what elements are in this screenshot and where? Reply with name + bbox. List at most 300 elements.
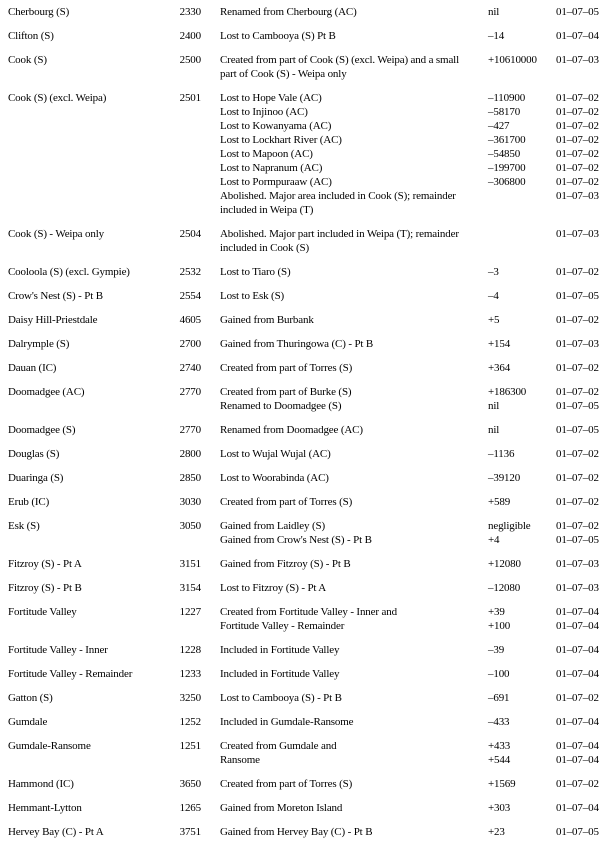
row-header bbox=[8, 691, 201, 705]
area-code: 2740 bbox=[179, 362, 201, 374]
area-name: Cook (S) (excl. Weipa) bbox=[8, 92, 107, 104]
row-header bbox=[8, 605, 201, 619]
area-changes-table bbox=[8, 5, 608, 839]
change-description: Lost to Hope Vale (AC) bbox=[220, 92, 322, 104]
table-row bbox=[8, 691, 608, 705]
effective-date: 01–07–02 bbox=[556, 778, 599, 790]
effective-date: 01–07–02 bbox=[556, 692, 599, 704]
change-description: Ransome bbox=[220, 754, 260, 766]
change-lines bbox=[201, 53, 608, 81]
area-change-value: +589 bbox=[488, 496, 511, 508]
effective-date: 01–07–02 bbox=[556, 496, 599, 508]
row-header bbox=[8, 5, 201, 19]
table-row bbox=[8, 265, 608, 279]
change-lines bbox=[201, 471, 608, 485]
change-line bbox=[201, 753, 608, 767]
area-change-value: +100 bbox=[488, 620, 511, 632]
change-line bbox=[201, 557, 608, 571]
effective-date: 01–07–02 bbox=[556, 314, 599, 326]
area-name: Crow's Nest (S) - Pt B bbox=[8, 290, 103, 302]
area-change-value: –1136 bbox=[488, 448, 515, 460]
area-name: Hammond (IC) bbox=[8, 778, 74, 790]
change-description: Lost to Cambooya (S) - Pt B bbox=[220, 692, 342, 704]
area-name: Fortitude Valley - Remainder bbox=[8, 668, 133, 680]
change-lines bbox=[201, 385, 608, 413]
change-line bbox=[201, 147, 608, 161]
change-description: Included in Fortitude Valley bbox=[220, 668, 340, 680]
change-line bbox=[201, 605, 608, 619]
row-header bbox=[8, 825, 201, 839]
table-row bbox=[8, 29, 608, 43]
change-description: Lost to Kowanyama (AC) bbox=[220, 120, 332, 132]
change-line bbox=[201, 533, 608, 547]
area-change-value: +10610000 bbox=[488, 54, 537, 66]
change-description: Created from Gumdale and bbox=[220, 740, 337, 752]
table-row bbox=[8, 447, 608, 461]
table-row bbox=[8, 605, 608, 633]
row-header bbox=[8, 643, 201, 657]
area-change-value bbox=[482, 227, 554, 241]
area-name: Fitzroy (S) - Pt A bbox=[8, 558, 82, 570]
area-name: Gatton (S) bbox=[8, 692, 53, 704]
effective-date: 01–07–03 bbox=[556, 190, 599, 202]
row-header bbox=[8, 801, 201, 815]
area-change-value: +433 bbox=[488, 740, 511, 752]
area-change-value: +544 bbox=[488, 754, 511, 766]
effective-date: 01–07–04 bbox=[556, 644, 599, 656]
change-line bbox=[201, 289, 608, 303]
change-description: Abolished. Major area included in Cook (S); remainder bbox=[220, 190, 456, 202]
change-line bbox=[201, 739, 608, 753]
area-code: 2501 bbox=[179, 92, 201, 104]
area-name: Clifton (S) bbox=[8, 30, 54, 42]
effective-date: 01–07–02 bbox=[556, 106, 599, 118]
table-row bbox=[8, 557, 608, 571]
table-row bbox=[8, 825, 608, 839]
row-header bbox=[8, 227, 201, 241]
change-line bbox=[201, 471, 608, 485]
area-change-value: +154 bbox=[488, 338, 511, 350]
effective-date: 01–07–02 bbox=[556, 362, 599, 374]
row-header bbox=[8, 337, 201, 351]
change-line bbox=[201, 385, 608, 399]
area-change-value: –306800 bbox=[488, 176, 526, 188]
row-header bbox=[8, 581, 201, 595]
change-lines bbox=[201, 643, 608, 657]
change-line bbox=[201, 337, 608, 351]
change-line bbox=[201, 227, 608, 241]
row-header bbox=[8, 519, 201, 533]
change-description: Created from part of Torres (S) bbox=[220, 362, 353, 374]
change-description: Gained from Fitzroy (S) - Pt B bbox=[220, 558, 351, 570]
change-lines bbox=[201, 801, 608, 815]
change-lines bbox=[201, 739, 608, 767]
row-header bbox=[8, 29, 201, 43]
row-header bbox=[8, 265, 201, 279]
table-row bbox=[8, 801, 608, 815]
area-change-value: +5 bbox=[488, 314, 500, 326]
area-name: Fortitude Valley - Inner bbox=[8, 644, 108, 656]
area-change-value: –12080 bbox=[488, 582, 521, 594]
row-header bbox=[8, 289, 201, 303]
effective-date: 01–07–05 bbox=[556, 6, 599, 18]
row-header bbox=[8, 557, 201, 571]
effective-date: 01–07–04 bbox=[556, 802, 599, 814]
change-lines bbox=[201, 313, 608, 327]
change-description: Renamed from Cherbourg (AC) bbox=[220, 6, 357, 18]
area-change-value: nil bbox=[488, 424, 500, 436]
change-line bbox=[201, 495, 608, 509]
table-row bbox=[8, 715, 608, 729]
change-line bbox=[201, 519, 608, 533]
row-header bbox=[8, 471, 201, 485]
change-lines bbox=[201, 667, 608, 681]
effective-date: 01–07–04 bbox=[556, 606, 599, 618]
effective-date: 01–07–05 bbox=[556, 290, 599, 302]
change-line bbox=[201, 801, 608, 815]
change-description: Gained from Laidley (S) bbox=[220, 520, 325, 532]
area-change-value: –58170 bbox=[488, 106, 521, 118]
change-line bbox=[201, 53, 608, 67]
row-header bbox=[8, 313, 201, 327]
change-description: Created from part of Torres (S) bbox=[220, 778, 353, 790]
change-description: Lost to Wujal Wujal (AC) bbox=[220, 448, 331, 460]
table-row bbox=[8, 5, 608, 19]
row-header bbox=[8, 667, 201, 681]
area-code: 1265 bbox=[179, 802, 201, 814]
row-header bbox=[8, 361, 201, 375]
change-description: Lost to Pormpuraaw (AC) bbox=[220, 176, 332, 188]
area-change-value: –3 bbox=[488, 266, 499, 278]
area-code: 2850 bbox=[179, 472, 201, 484]
table-row bbox=[8, 53, 608, 81]
effective-date: 01–07–04 bbox=[556, 740, 599, 752]
table-row bbox=[8, 495, 608, 509]
change-line bbox=[201, 691, 608, 705]
area-change-value: –427 bbox=[488, 120, 510, 132]
change-description: included in Cook (S) bbox=[220, 242, 309, 254]
change-description: Lost to Fitzroy (S) - Pt A bbox=[220, 582, 327, 594]
area-change-value: +4 bbox=[488, 534, 500, 546]
row-header bbox=[8, 495, 201, 509]
change-line bbox=[201, 423, 608, 437]
area-code: 1233 bbox=[179, 668, 201, 680]
change-lines bbox=[201, 691, 608, 705]
effective-date: 01–07–04 bbox=[556, 30, 599, 42]
area-code: 1227 bbox=[179, 606, 201, 618]
effective-date: 01–07–05 bbox=[556, 534, 599, 546]
change-lines bbox=[201, 581, 608, 595]
effective-date: 01–07–03 bbox=[556, 558, 599, 570]
effective-date: 01–07–02 bbox=[556, 266, 599, 278]
change-lines bbox=[201, 337, 608, 351]
area-code: 3250 bbox=[179, 692, 201, 704]
area-code: 4605 bbox=[179, 314, 201, 326]
area-name: Cooloola (S) (excl. Gympie) bbox=[8, 266, 130, 278]
area-code: 2770 bbox=[179, 386, 201, 398]
change-lines bbox=[201, 557, 608, 571]
change-lines bbox=[201, 495, 608, 509]
area-change-value: +1569 bbox=[488, 778, 516, 790]
change-lines bbox=[201, 715, 608, 729]
area-name: Fitzroy (S) - Pt B bbox=[8, 582, 82, 594]
area-name: Esk (S) bbox=[8, 520, 40, 532]
change-description: Lost to Lockhart River (AC) bbox=[220, 134, 342, 146]
area-change-value: –14 bbox=[488, 30, 505, 42]
effective-date: 01–07–02 bbox=[556, 386, 599, 398]
change-lines bbox=[201, 423, 608, 437]
change-line bbox=[201, 5, 608, 19]
table-row bbox=[8, 423, 608, 437]
area-change-value: +364 bbox=[488, 362, 511, 374]
table-row bbox=[8, 739, 608, 767]
table-row bbox=[8, 777, 608, 791]
area-code: 3050 bbox=[179, 520, 201, 532]
change-lines bbox=[201, 91, 608, 217]
table-row bbox=[8, 471, 608, 485]
change-line bbox=[201, 241, 608, 255]
change-lines bbox=[201, 605, 608, 633]
change-line bbox=[201, 175, 608, 189]
change-description: Gained from Crow's Nest (S) - Pt B bbox=[220, 534, 372, 546]
table-row bbox=[8, 385, 608, 413]
change-line bbox=[201, 161, 608, 175]
area-name: Daisy Hill-Priestdale bbox=[8, 314, 98, 326]
change-lines bbox=[201, 289, 608, 303]
change-description: Gained from Thuringowa (C) - Pt B bbox=[220, 338, 374, 350]
change-line bbox=[201, 643, 608, 657]
effective-date: 01–07–05 bbox=[556, 424, 599, 436]
change-description: Renamed from Doomadgee (AC) bbox=[220, 424, 363, 436]
area-name: Duaringa (S) bbox=[8, 472, 64, 484]
area-name: Gumdale bbox=[8, 716, 48, 728]
table-row bbox=[8, 667, 608, 681]
area-code: 2800 bbox=[179, 448, 201, 460]
table-row bbox=[8, 91, 608, 217]
change-description: Included in Fortitude Valley bbox=[220, 644, 340, 656]
change-line bbox=[201, 265, 608, 279]
change-description: Gained from Moreton Island bbox=[220, 802, 343, 814]
area-code: 3154 bbox=[179, 582, 201, 594]
area-change-value bbox=[482, 203, 554, 217]
effective-date: 01–07–04 bbox=[556, 668, 599, 680]
area-name: Cook (S) bbox=[8, 54, 47, 66]
row-header bbox=[8, 777, 201, 791]
area-name: Fortitude Valley bbox=[8, 606, 77, 618]
effective-date: 01–07–02 bbox=[556, 134, 599, 146]
area-change-value: –110900 bbox=[488, 92, 526, 104]
change-description: Lost to Napranum (AC) bbox=[220, 162, 323, 174]
change-lines bbox=[201, 29, 608, 43]
area-change-value: +39 bbox=[488, 606, 505, 618]
change-line bbox=[201, 105, 608, 119]
table-row bbox=[8, 227, 608, 255]
effective-date bbox=[554, 203, 608, 217]
area-change-value: nil bbox=[488, 6, 500, 18]
change-lines bbox=[201, 265, 608, 279]
effective-date: 01–07–02 bbox=[556, 92, 599, 104]
effective-date: 01–07–03 bbox=[556, 338, 599, 350]
area-name: Hervey Bay (C) - Pt A bbox=[8, 826, 104, 838]
area-change-value: –54850 bbox=[488, 148, 521, 160]
row-header bbox=[8, 385, 201, 399]
area-name: Dauan (IC) bbox=[8, 362, 57, 374]
area-change-value bbox=[482, 67, 554, 81]
change-line bbox=[201, 119, 608, 133]
change-line bbox=[201, 667, 608, 681]
change-description: Included in Gumdale-Ransome bbox=[220, 716, 354, 728]
effective-date: 01–07–05 bbox=[556, 826, 599, 838]
change-description: Gained from Burbank bbox=[220, 314, 314, 326]
change-line bbox=[201, 189, 608, 203]
change-description: Abolished. Major part included in Weipa (T); remainder bbox=[220, 228, 459, 240]
effective-date: 01–07–02 bbox=[556, 148, 599, 160]
area-change-value: –39120 bbox=[488, 472, 521, 484]
area-change-value bbox=[482, 189, 554, 203]
area-name: Dalrymple (S) bbox=[8, 338, 70, 350]
effective-date: 01–07–02 bbox=[556, 162, 599, 174]
area-code: 1251 bbox=[179, 740, 201, 752]
row-header bbox=[8, 91, 201, 105]
area-code: 2330 bbox=[179, 6, 201, 18]
change-line bbox=[201, 581, 608, 595]
change-description: Lost to Mapoon (AC) bbox=[220, 148, 313, 160]
row-header bbox=[8, 715, 201, 729]
effective-date: 01–07–03 bbox=[556, 582, 599, 594]
change-line bbox=[201, 825, 608, 839]
effective-date: 01–07–02 bbox=[556, 176, 599, 188]
change-lines bbox=[201, 825, 608, 839]
effective-date: 01–07–03 bbox=[556, 228, 599, 240]
area-code: 2504 bbox=[179, 228, 201, 240]
change-line bbox=[201, 619, 608, 633]
table-row bbox=[8, 581, 608, 595]
change-line bbox=[201, 91, 608, 105]
change-description: part of Cook (S) - Weipa only bbox=[220, 68, 347, 80]
change-description: Created from part of Burke (S) bbox=[220, 386, 352, 398]
change-description: Lost to Woorabinda (AC) bbox=[220, 472, 329, 484]
change-line bbox=[201, 361, 608, 375]
change-line bbox=[201, 313, 608, 327]
effective-date: 01–07–05 bbox=[556, 400, 599, 412]
area-code: 2554 bbox=[179, 290, 201, 302]
area-name: Doomadgee (AC) bbox=[8, 386, 85, 398]
area-change-value: –100 bbox=[488, 668, 510, 680]
area-name: Gumdale-Ransome bbox=[8, 740, 91, 752]
area-code: 2770 bbox=[179, 424, 201, 436]
effective-date: 01–07–04 bbox=[556, 754, 599, 766]
area-code: 3751 bbox=[179, 826, 201, 838]
table-row bbox=[8, 337, 608, 351]
change-line bbox=[201, 133, 608, 147]
change-description: Lost to Injinoo (AC) bbox=[220, 106, 308, 118]
area-change-value: nil bbox=[488, 400, 500, 412]
table-row bbox=[8, 519, 608, 547]
effective-date: 01–07–02 bbox=[556, 472, 599, 484]
area-change-value: –199700 bbox=[488, 162, 526, 174]
change-lines bbox=[201, 5, 608, 19]
effective-date: 01–07–04 bbox=[556, 716, 599, 728]
change-lines bbox=[201, 227, 608, 255]
row-header bbox=[8, 53, 201, 67]
change-lines bbox=[201, 447, 608, 461]
change-description: Created from Fortitude Valley - Inner and bbox=[220, 606, 397, 618]
effective-date bbox=[554, 241, 608, 255]
effective-date: 01–07–04 bbox=[556, 620, 599, 632]
area-code: 1228 bbox=[179, 644, 201, 656]
change-description: Created from part of Torres (S) bbox=[220, 496, 353, 508]
table-row bbox=[8, 643, 608, 657]
area-change-value: –39 bbox=[488, 644, 505, 656]
change-description: Lost to Esk (S) bbox=[220, 290, 285, 302]
change-lines bbox=[201, 361, 608, 375]
change-line bbox=[201, 777, 608, 791]
table-row bbox=[8, 289, 608, 303]
area-code: 2400 bbox=[179, 30, 201, 42]
area-change-value: +23 bbox=[488, 826, 505, 838]
area-change-value: +12080 bbox=[488, 558, 521, 570]
change-line bbox=[201, 67, 608, 81]
change-lines bbox=[201, 777, 608, 791]
change-line bbox=[201, 447, 608, 461]
area-change-value: –433 bbox=[488, 716, 510, 728]
area-name: Hemmant-Lytton bbox=[8, 802, 82, 814]
change-description: Gained from Hervey Bay (C) - Pt B bbox=[220, 826, 373, 838]
change-description: Created from part of Cook (S) (excl. Weipa) and a small bbox=[220, 54, 459, 66]
area-change-value: –691 bbox=[488, 692, 510, 704]
change-description: Lost to Cambooya (S) Pt B bbox=[220, 30, 336, 42]
area-change-value: –361700 bbox=[488, 134, 526, 146]
area-code: 1252 bbox=[179, 716, 201, 728]
area-name: Doomadgee (S) bbox=[8, 424, 76, 436]
area-change-value bbox=[482, 241, 554, 255]
area-change-value: +303 bbox=[488, 802, 511, 814]
area-code: 2700 bbox=[179, 338, 201, 350]
area-code: 3030 bbox=[179, 496, 201, 508]
change-line bbox=[201, 203, 608, 217]
change-description: Fortitude Valley - Remainder bbox=[220, 620, 345, 632]
area-change-value: +186300 bbox=[488, 386, 527, 398]
row-header bbox=[8, 423, 201, 437]
area-code: 2500 bbox=[179, 54, 201, 66]
change-description: Lost to Tiaro (S) bbox=[220, 266, 291, 278]
effective-date: 01–07–02 bbox=[556, 448, 599, 460]
change-description: Renamed to Doomadgee (S) bbox=[220, 400, 342, 412]
area-change-value: negligible bbox=[488, 520, 531, 532]
row-header bbox=[8, 447, 201, 461]
change-line bbox=[201, 29, 608, 43]
table-row bbox=[8, 313, 608, 327]
area-name: Douglas (S) bbox=[8, 448, 60, 460]
row-header bbox=[8, 739, 201, 753]
area-name: Erub (IC) bbox=[8, 496, 50, 508]
effective-date bbox=[554, 67, 608, 81]
change-lines bbox=[201, 519, 608, 547]
table-row bbox=[8, 361, 608, 375]
effective-date: 01–07–03 bbox=[556, 54, 599, 66]
area-code: 3650 bbox=[179, 778, 201, 790]
area-code: 3151 bbox=[179, 558, 201, 570]
effective-date: 01–07–02 bbox=[556, 120, 599, 132]
change-line bbox=[201, 715, 608, 729]
effective-date: 01–07–02 bbox=[556, 520, 599, 532]
area-code: 2532 bbox=[179, 266, 201, 278]
area-name: Cook (S) - Weipa only bbox=[8, 228, 104, 240]
area-change-value: –4 bbox=[488, 290, 499, 302]
area-name: Cherbourg (S) bbox=[8, 6, 70, 18]
change-description: included in Weipa (T) bbox=[220, 204, 314, 216]
change-line bbox=[201, 399, 608, 413]
